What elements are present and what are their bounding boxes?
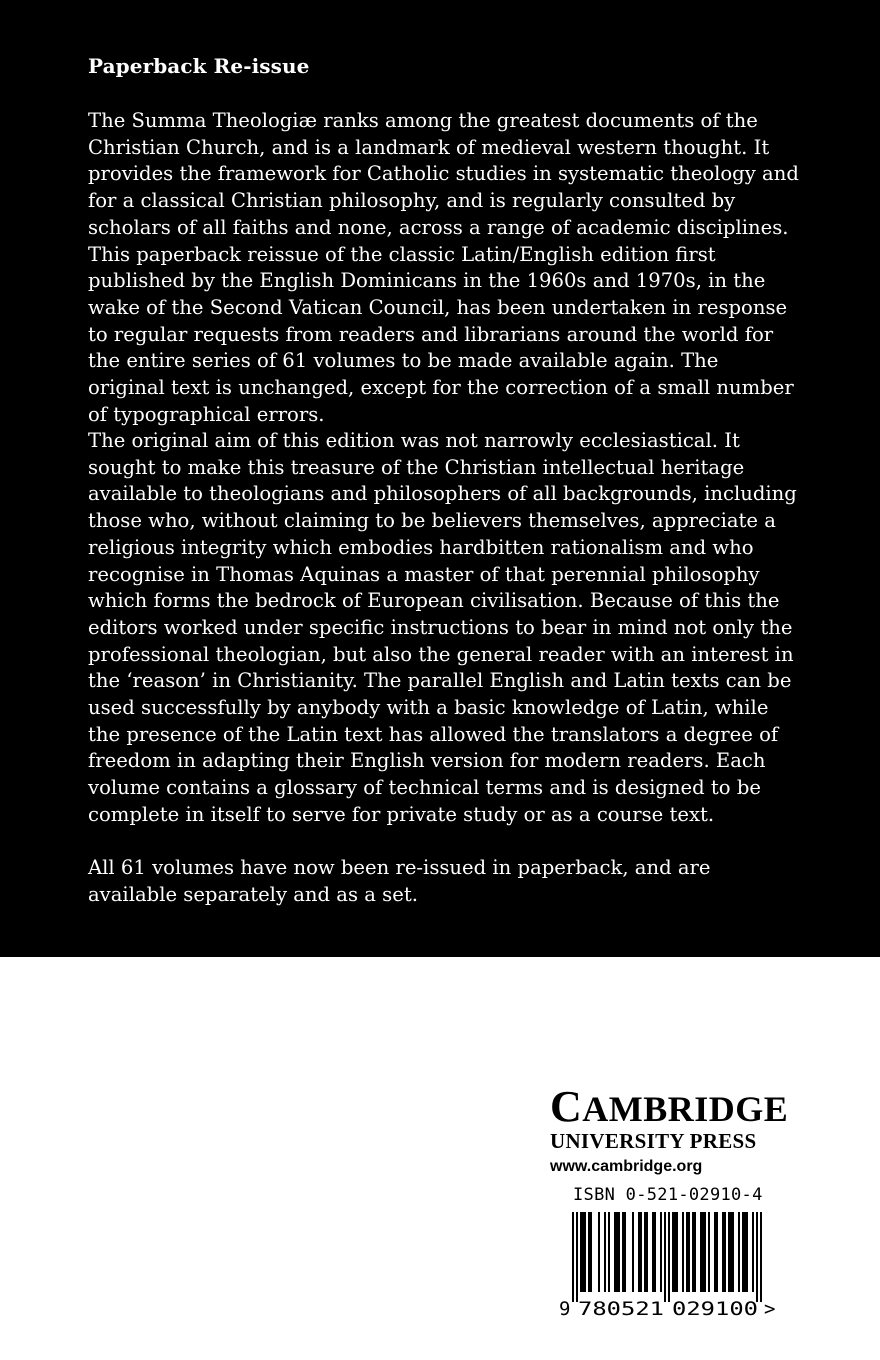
barcode-bar	[638, 1212, 642, 1292]
publisher-name-rest: AMBRIDGE	[582, 1089, 789, 1129]
ean13-barcode	[558, 1210, 798, 1320]
description-paragraph-3	[88, 855, 800, 908]
barcode-bar	[752, 1212, 754, 1292]
paragraph-text: All 61 volumes have now been re-issued in paperback, and are available separately and as a set.	[88, 856, 711, 906]
isbn-label: ISBN 0-521-02910-4	[573, 1185, 763, 1205]
barcode-bar	[722, 1212, 726, 1292]
barcode-end-marker: >	[764, 1298, 776, 1320]
barcode-guard-bar	[572, 1212, 574, 1302]
publisher-logo	[550, 1082, 800, 1176]
barcode-guard-bar	[664, 1212, 666, 1302]
barcode-bar	[588, 1212, 592, 1292]
barcode-bar	[580, 1212, 586, 1292]
barcode-bar	[644, 1212, 648, 1292]
barcode-right-digits: 029100	[672, 1298, 758, 1320]
section-heading: Paperback Re-issue	[88, 54, 310, 78]
publisher-url: www.cambridge.org	[550, 1158, 703, 1175]
barcode-bar	[604, 1212, 606, 1292]
paragraph-text: The original aim of this edition was not narrowly ecclesiastical. It sought to make this treasure of the Christian intellectual heritage available to theologians and philosophers of all backgrounds, including those who, without claiming to be believers themselves, appreciate a religious integrity which embodies hardbitten rationalism and who recognise in Thomas Aquinas a master of that perennial philosophy which forms the bedrock of European civilisation. Because of this the editors worked under specific instructions to bear in mind not only the professional theologian, but also the general reader with an interest in the ‘reason’ in Christianity. The parallel English and Latin texts can be used successfully by anybody with a basic knowledge of Latin, while the presence of the Latin text has allowed the translators a degree of freedom in adapting their English version for modern readers. Each volume contains a glossary of technical terms and is designed to be complete in itself to serve for private study or as a course text.	[88, 429, 797, 826]
barcode-bars	[572, 1212, 762, 1302]
barcode-bar	[632, 1212, 634, 1292]
barcode-bar	[728, 1212, 734, 1292]
publisher-name-initial: C	[550, 1082, 583, 1131]
barcode-bar	[714, 1212, 718, 1292]
barcode-bar	[692, 1212, 696, 1292]
barcode-guard-bar	[576, 1212, 578, 1302]
description-paragraph-1	[88, 108, 800, 428]
barcode-bar	[614, 1212, 620, 1292]
barcode-bar	[708, 1212, 710, 1292]
barcode-bar	[742, 1212, 748, 1292]
barcode-left-digits: 780521	[578, 1298, 664, 1320]
barcode-bar	[686, 1212, 690, 1292]
barcode-bar	[652, 1212, 656, 1292]
barcode-guard-bar	[668, 1212, 670, 1302]
publisher-subtitle: UNIVERSITY PRESS	[550, 1129, 757, 1153]
barcode-first-digit: 9	[559, 1298, 571, 1320]
publisher-name	[550, 1082, 800, 1131]
barcode-bar	[660, 1212, 662, 1292]
barcode-bar	[738, 1212, 740, 1292]
barcode-bar	[608, 1212, 610, 1292]
barcode-guard-bar	[756, 1212, 758, 1302]
paragraph-text: The Summa Theologiæ ranks among the greatest documents of the Christian Church, and is a landmark of medieval western thought. It provides the framework for Catholic studies in systematic theology and for a classical Christian philosophy, and is regularly consulted by scholars of all faiths and none, across a range of academic disciplines. This paperback reissue of the classic Latin/English edition first published by the English Dominicans in the 1960s and 1970s, in the wake of the Second Vatican Council, has been undertaken in response to regular requests from readers and librarians around the world for the entire series of 61 volumes to be made available again. The original text is unchanged, except for the correction of a small number of typographical errors.	[88, 109, 799, 426]
barcode-bar	[700, 1212, 706, 1292]
barcode-bar	[598, 1212, 600, 1292]
barcode-bar	[672, 1212, 678, 1292]
description-paragraph-2	[88, 428, 800, 829]
barcode-bar	[622, 1212, 626, 1292]
barcode-guard-bar	[760, 1212, 762, 1302]
barcode-bar	[682, 1212, 684, 1292]
